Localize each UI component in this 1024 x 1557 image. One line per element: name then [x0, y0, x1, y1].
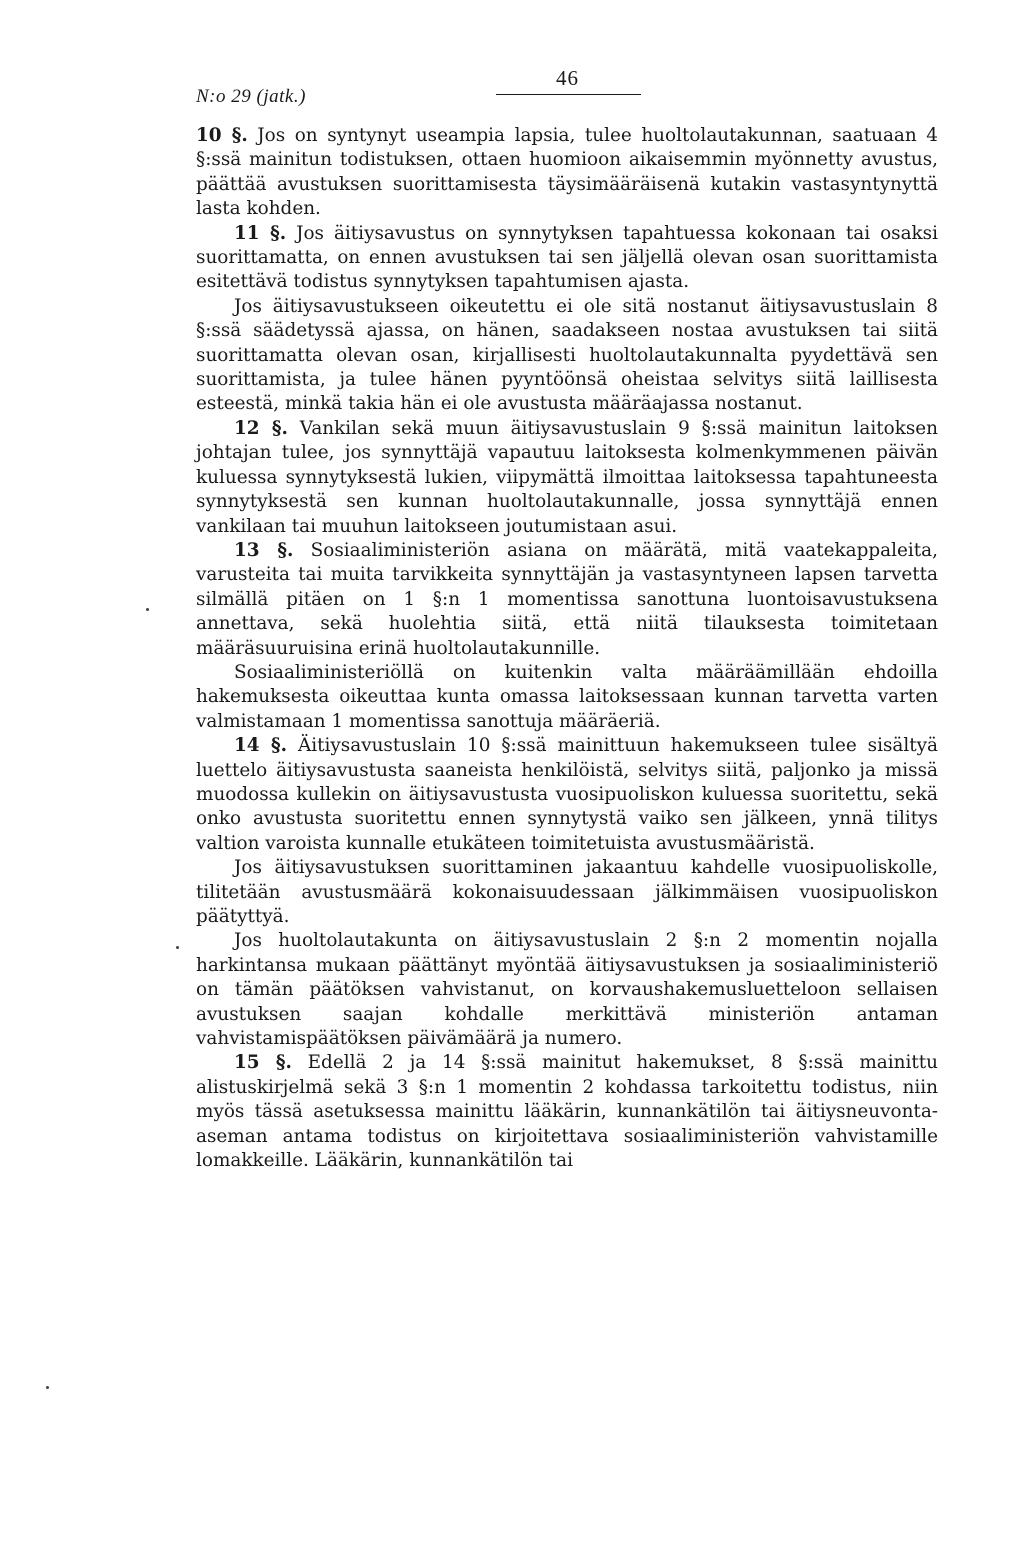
scan-speck	[46, 1386, 49, 1389]
paragraph-13	[196, 539, 938, 661]
section-number: 14 §.	[234, 735, 288, 757]
paragraph-text: Äitiysavustuslain 10 §:ssä mainittuun hakemukseen tulee sisältyä luettelo äitiysavustusta saaneista henkilöistä, selvitys siitä, paljonko ja missä muodossa kullekin on äitiysavustusta vuosipuoliskon kuluessa suoritettu, sekä onko avustusta suoritettu ennen synnytystä vaiko sen jälkeen, ynnä tilitys valtion varoista kunnalle etukäteen toimitetuista avustusmääristä.	[196, 735, 938, 854]
paragraph-14-3	[196, 929, 938, 1051]
paragraph-text: Jos äitiysavustus on synnytyksen tapahtuessa kokonaan tai osaksi suorittamatta, on ennen avustuksen tai sen jäljellä olevan osan suorittamista esitettävä todistus synnytyksen tapahtumisen ajasta.	[196, 222, 939, 293]
paragraph-11-2	[196, 295, 938, 417]
scan-speck	[146, 608, 149, 611]
paragraph-text: Jos on syntynyt useampia lapsia, tulee huoltolautakunnan, saatuaan 4 §:ssä mainitun todistuksen, ottaen huomioon aikaisemmin myönnetty avustus, päättää avustuksen suorittamisesta täysimääräisenä kutakin vastasyntynyttä lasta kohden.	[196, 125, 938, 220]
section-number: 13 §.	[234, 539, 294, 561]
header-rule	[496, 94, 641, 95]
scan-speck	[176, 946, 179, 949]
paragraph-11	[196, 222, 938, 295]
paragraph-13-2	[196, 661, 938, 734]
paragraph-text: Vankilan sekä muun äitiysavustuslain 9 §:ssä mainitun laitoksen johtajan tulee, jos synnyttäjä vapautuu laitoksesta kolmenkymmenen päivän kuluessa synnytyksestä lukien, viipymättä ilmoittaa laitoksessa tapahtuneesta synnytyksestä sen kunnan huoltolautakunnalle, jossa synnyttäjä ennen vankilaan tai muuhun laitokseen joutumistaan asui.	[196, 417, 939, 537]
section-number: 11 §.	[234, 222, 287, 244]
paragraph-14	[196, 734, 938, 856]
page-header	[196, 66, 938, 106]
paragraph-12	[196, 417, 938, 539]
running-head: N:o 29 (jatk.)	[196, 86, 306, 107]
paragraph-text: Sosiaaliministeriöllä on kuitenkin valta määräämillään ehdoilla hakemuksesta oikeuttaa kunta omassa laitoksessaan kunnan tarvetta varten valmistamaan 1 momentissa sanottuja määräeriä.	[196, 661, 938, 732]
section-number: 15 §.	[234, 1052, 292, 1074]
paragraph-text: Edellä 2 ja 14 §:ssä mainitut hakemukset, 8 §:ssä mainittu alistuskirjelmä sekä 3 §:n 1 momentin 2 kohdassa tarkoitettu todistus, niin myös tässä asetuksessa mainittu lääkärin, kunnankätilön tai äitiysneuvonta-aseman antama todistus on kirjoitettava sosiaaliministeriön vahvistamille lomakkeille. Lääkärin, kunnankätilön tai	[196, 1052, 939, 1172]
paragraph-text: Jos huoltolautakunta on äitiysavustuslain 2 §:n 2 momentin nojalla harkintansa mukaan päättänyt myöntää äitiysavustuksen ja sosiaaliministeriö on tämän päätöksen vahvistanut, on korvaushakemusluetteloon sellaisen avustuksen saajan kohdalle merkittävä ministeriön antaman vahvistamispäätöksen päivämäärä ja numero.	[196, 930, 938, 1050]
paragraph-text: Jos äitiysavustuksen suorittaminen jakaantuu kahdelle vuosipuoliskolle, tilitetään avustusmäärä kokonaisuudessaan jälkimmäisen vuosipuoliskon päätyttyä.	[196, 857, 938, 927]
document-body	[196, 124, 938, 1173]
paragraph-text: Sosiaaliministeriön asiana on määrätä, mitä vaatekappaleita, varusteita tai muita tarvikkeita synnyttäjän ja vastasyntyneen lapsen tarvetta silmällä pitäen on 1 §:n 1 momentissa sanottuna luontoisavustuksena annettava, sekä huolehtia siitä, että niitä tilauksesta toimitetaan määräsuuruisina erinä huoltolautakunnille.	[196, 539, 938, 659]
section-number: 12 §.	[234, 417, 288, 439]
section-number: 10 §.	[196, 125, 248, 146]
page-number: 46	[556, 66, 579, 90]
paragraph-15	[196, 1051, 938, 1173]
paragraph-text: Jos äitiysavustukseen oikeutettu ei ole sitä nostanut äitiysavustuslain 8 §:ssä säädetyssä ajassa, on hänen, saadakseen nostaa avustuksen tai siitä suorittamatta olevan osan, kirjallisesti huoltolautakunnalta pyydettävä sen suorittamista, ja tulee hänen pyyntöönsä oheistaa selvitys siitä laillisesta esteestä, minkä takia hän ei ole avustusta määräajassa nostanut.	[196, 295, 938, 415]
paragraph-14-2	[196, 856, 938, 929]
paragraph-10	[196, 124, 938, 222]
